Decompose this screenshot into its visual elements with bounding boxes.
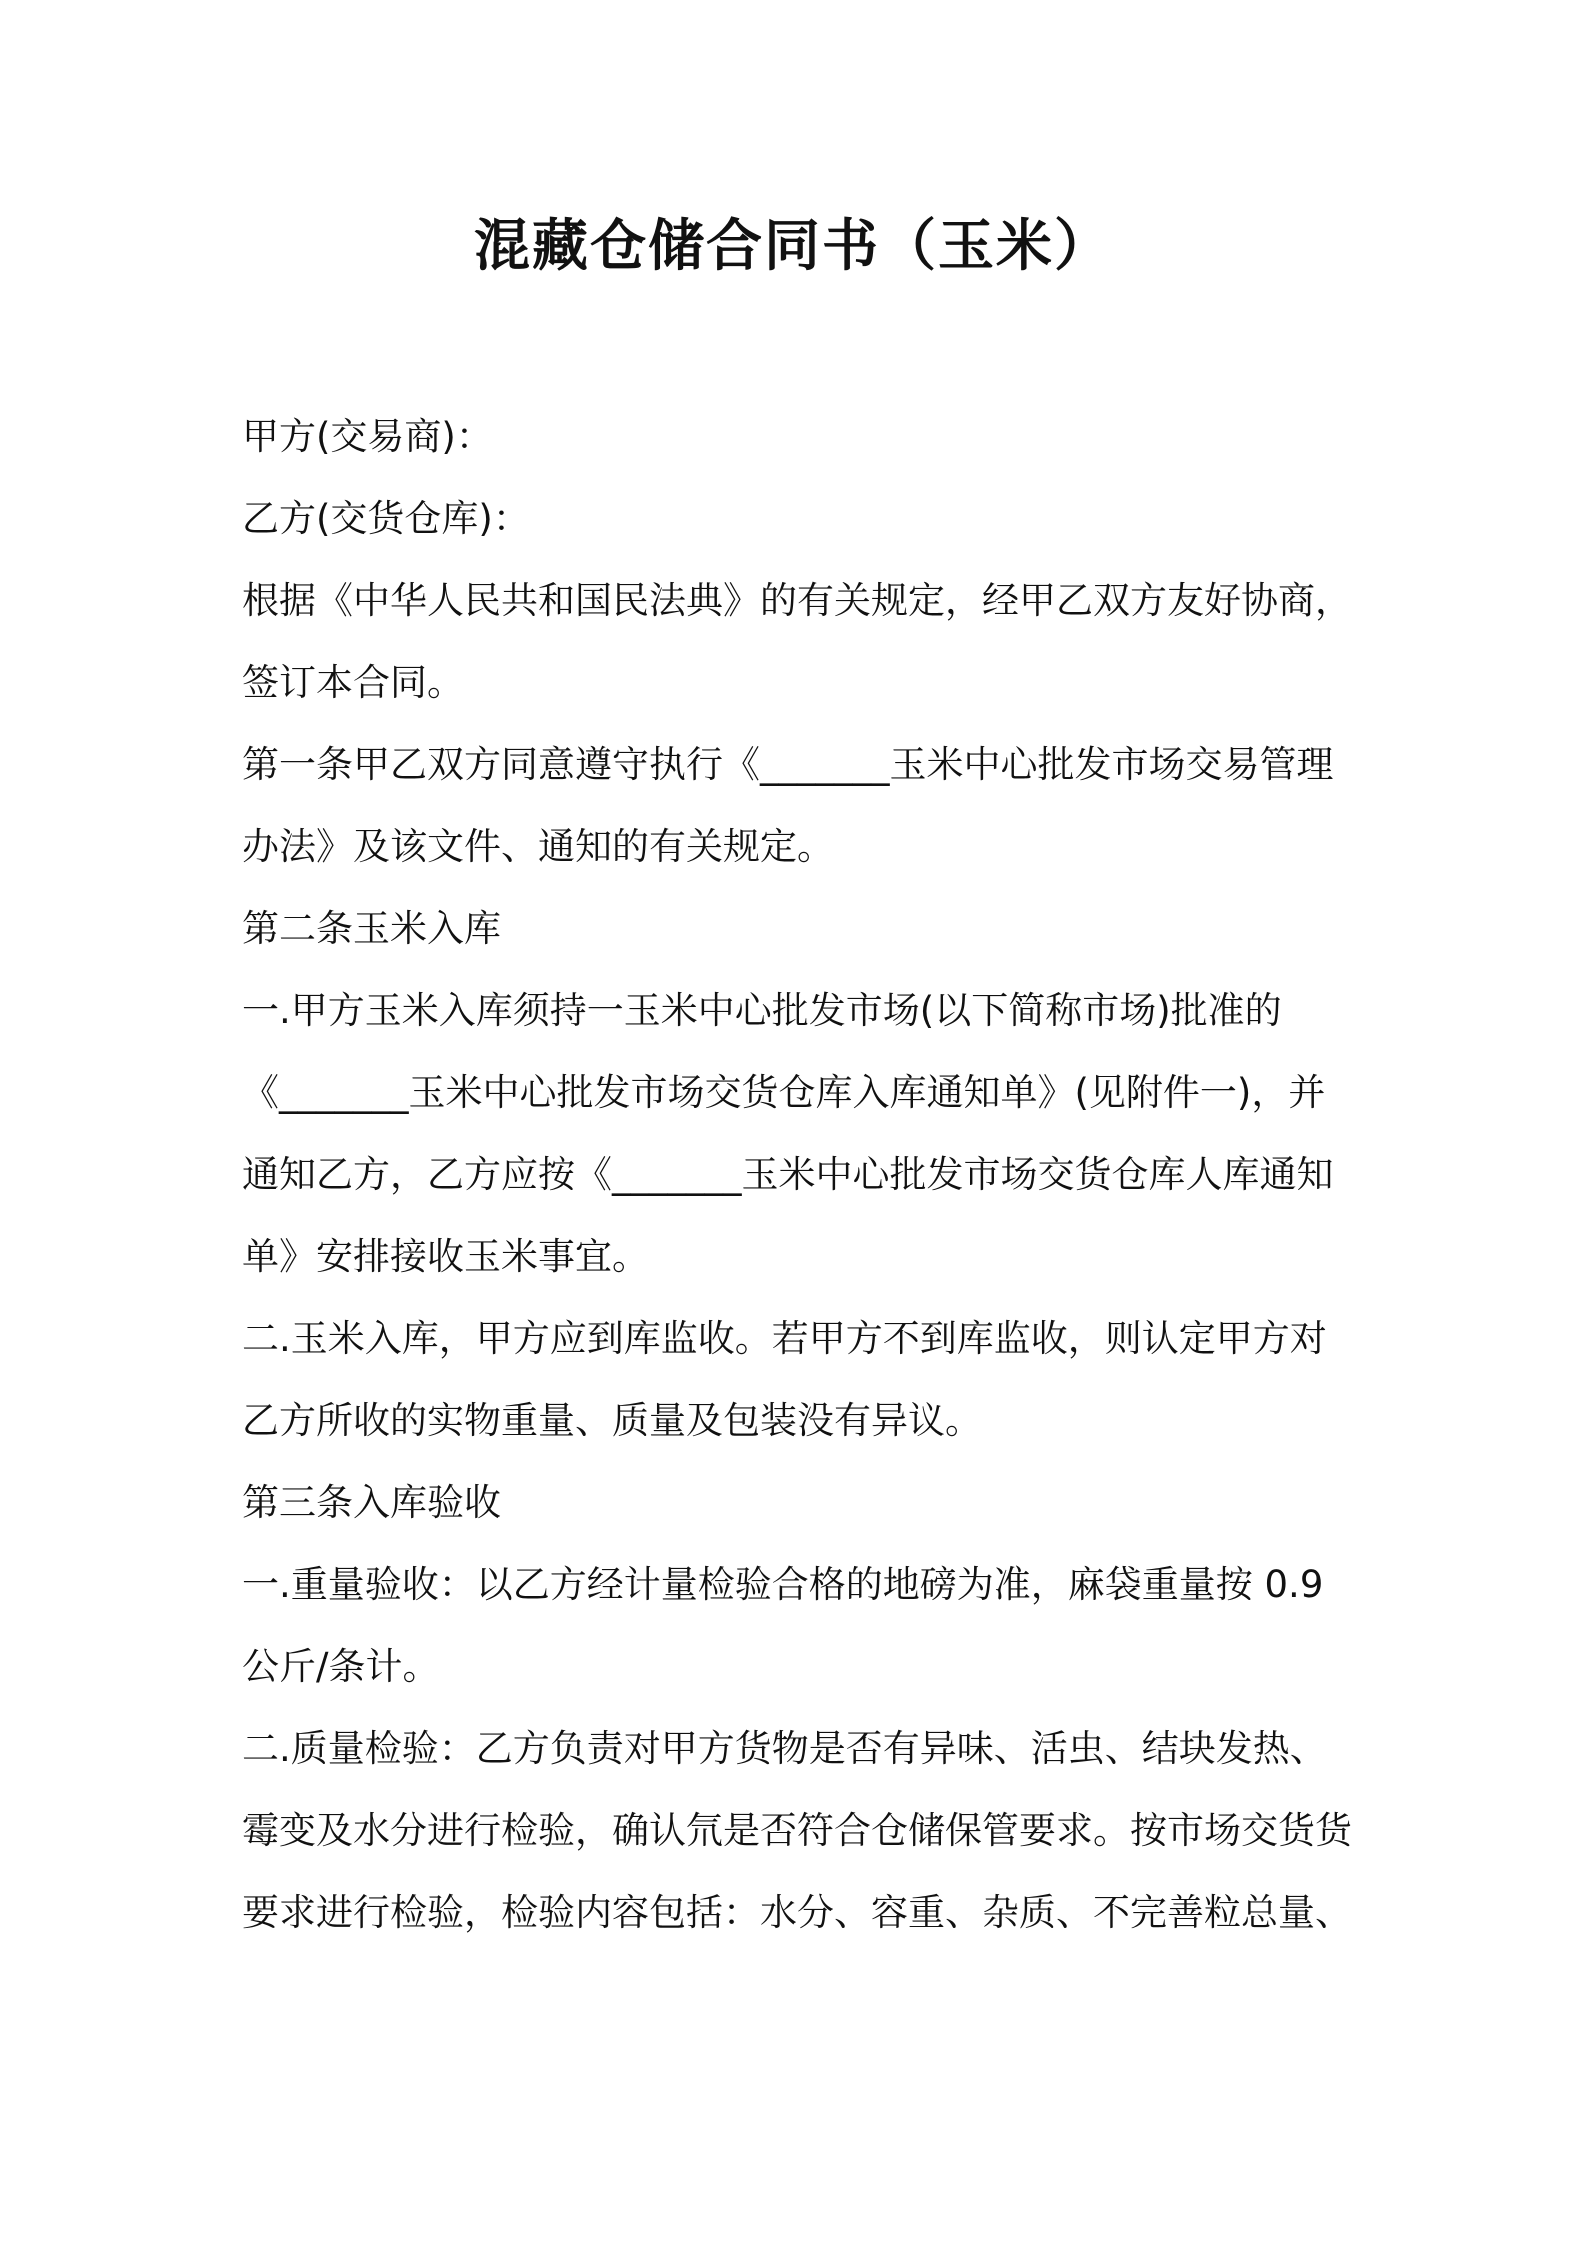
article-1-line: 第一条甲乙双方同意遵守执行《_______玉米中心批发市场交易管理: [242, 743, 1334, 786]
preamble-line: 签订本合同。: [242, 661, 464, 704]
article-3-heading: 第三条入库验收: [242, 1481, 501, 1524]
article-3-clause-2-line: 二.质量检验：乙方负责对甲方货物是否有异味、活虫、结块发热、: [242, 1727, 1327, 1770]
article-2-clause-1-line: 一.甲方玉米入库须持一玉米中心批发市场(以下简称市场)批准的: [242, 989, 1282, 1032]
party-a-line: 甲方(交易商)：: [242, 415, 493, 458]
preamble-line: 根据《中华人民共和国民法典》的有关规定，经甲乙双方友好协商，: [242, 579, 1352, 622]
article-1-line: 办法》及该文件、通知的有关规定。: [242, 825, 834, 868]
party-b-line: 乙方(交货仓库)：: [242, 497, 530, 540]
article-2-clause-1-line: 单》安排接收玉米事宜。: [242, 1235, 649, 1278]
article-2-clause-2-line: 乙方所收的实物重量、质量及包装没有异议。: [242, 1399, 982, 1442]
article-2-clause-1-line: 通知乙方，乙方应按《_______玉米中心批发市场交货仓库人库通知: [242, 1153, 1334, 1196]
article-2-clause-2-line: 二.玉米入库，甲方应到库监收。若甲方不到库监收，则认定甲方对: [242, 1317, 1327, 1360]
document-title: 混藏仓储合同书（玉米）: [474, 214, 1112, 279]
article-3-clause-1-line: 一.重量验收：以乙方经计量检验合格的地磅为准，麻袋重量按 0.9: [242, 1563, 1324, 1606]
article-2-heading: 第二条玉米入库: [242, 907, 501, 950]
article-3-clause-1-line: 公斤/条计。: [242, 1645, 440, 1688]
article-2-clause-1-line: 《_______玉米中心批发市场交货仓库入库通知单》(见附件一)，并: [242, 1071, 1326, 1114]
article-3-clause-2-line: 霉变及水分进行检验，确认氘是否符合仓储保管要求。按市场交货货: [242, 1809, 1352, 1852]
article-3-clause-2-line: 要求进行检验，检验内容包括：水分、容重、杂质、不完善粒总量、: [242, 1891, 1352, 1934]
